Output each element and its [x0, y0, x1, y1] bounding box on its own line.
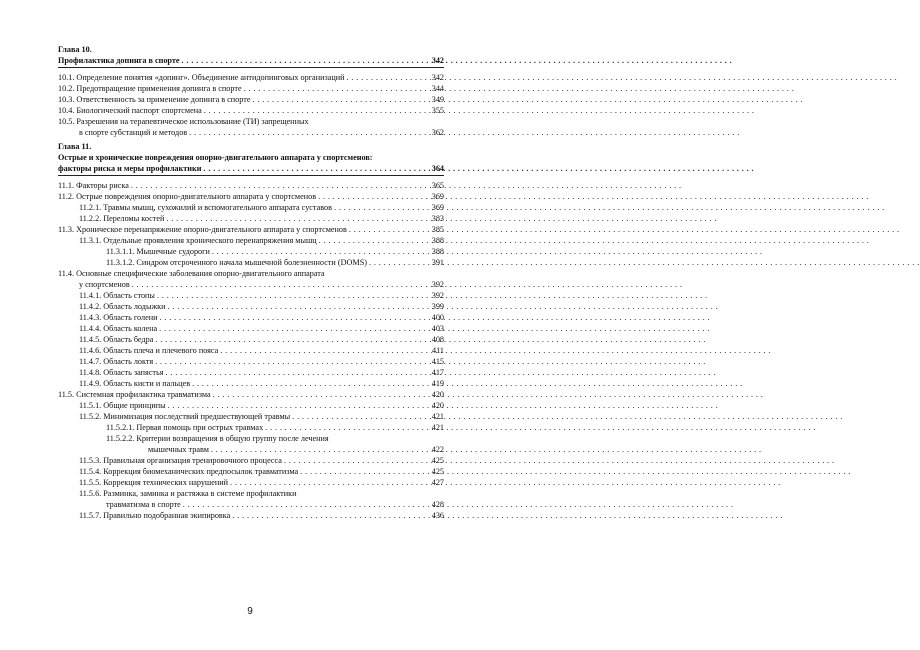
- entry-title: 11.4.8. Область запястья: [79, 368, 164, 377]
- leader-dots: [232, 510, 429, 521]
- page-ref: 422: [431, 445, 444, 454]
- page-ref: 365: [431, 181, 444, 190]
- page-ref: 342: [431, 56, 444, 65]
- toc-entry: [58, 191, 444, 202]
- page-ref: 349: [431, 95, 444, 104]
- toc-entry: [58, 127, 444, 138]
- leader-dots: [319, 235, 430, 246]
- entry-title: 11.2.1. Травмы мышц, сухожилий и вспомогательного аппарата суставов: [79, 203, 333, 212]
- page-ref: 344: [431, 84, 444, 93]
- chapter-title-line1: Острые и хронические повреждения опорно-двигательного аппарата у спортсменов:: [58, 153, 373, 162]
- entry-title: 11.4.2. Область лодыжки: [79, 302, 166, 311]
- entry-title: 11.4.7. Область локтя: [79, 357, 154, 366]
- entry-title: 11.5. Системная профилактика травматизма: [58, 390, 211, 399]
- chapter-title-entry: [58, 55, 444, 66]
- toc-entry: [58, 422, 444, 433]
- entry-title: 11.3.1.2. Синдром отсроченного начала мышечной болезненности (DOMS): [106, 258, 367, 267]
- leader-dots: [167, 301, 429, 312]
- leader-dots: [131, 180, 430, 191]
- entry-title: травматизма в спорте: [106, 500, 181, 509]
- toc-entry: [58, 400, 444, 411]
- page-ref: 388: [431, 236, 444, 245]
- leader-dots: [230, 477, 430, 488]
- leader-dots: [346, 72, 429, 83]
- page-ref: 420: [431, 390, 444, 399]
- entry-title: в спорте субстанций и методов: [79, 128, 188, 137]
- chapter-11: [58, 141, 444, 521]
- leader-dots: [349, 224, 430, 235]
- entry-title: 11.5.2. Минимизация последствий предшествующей травмы: [79, 412, 291, 421]
- divider: [58, 175, 444, 176]
- toc-entry: [58, 444, 444, 455]
- leader-dots: [157, 290, 430, 301]
- leader-dots: [168, 400, 430, 411]
- entry-title-line1: 10.5. Разрешения на терапевтическое использование (ТИ) запрещенных: [58, 117, 309, 126]
- entry-title: 11.3.1. Отдельные проявления хронического перенапряжения мышц: [79, 236, 317, 245]
- toc-entry: [58, 378, 444, 389]
- entry-title: 11.1. Факторы риска: [58, 181, 129, 190]
- page-ref: 400: [431, 313, 444, 322]
- leader-dots: [318, 191, 430, 202]
- chapter-10: [58, 44, 444, 138]
- toc-entry: [58, 246, 444, 257]
- entry-title: 11.2. Острые повреждения опорно-двигательного аппарата у спортсменов: [58, 192, 317, 201]
- page-number: 9: [247, 606, 253, 617]
- leader-dots: [192, 378, 430, 389]
- chapter-title-entry: [58, 163, 444, 174]
- toc-entry: [58, 257, 444, 268]
- entry-title: 11.5.7. Правильно подобранная экипировка: [79, 511, 231, 520]
- leader-dots: [203, 163, 429, 174]
- page-ref: 421: [431, 412, 444, 421]
- leader-dots: [244, 83, 430, 94]
- leader-dots: [334, 202, 430, 213]
- divider: [58, 67, 444, 68]
- page-ref: 399: [431, 302, 444, 311]
- toc-entry: [58, 411, 444, 422]
- page-ref: 421: [431, 423, 444, 432]
- leader-dots: [213, 389, 430, 400]
- leader-dots: [292, 411, 430, 422]
- page-ref: 342: [431, 73, 444, 82]
- page-ref: 419: [431, 379, 444, 388]
- leader-dots: [183, 499, 430, 510]
- page-ref: 436: [431, 511, 444, 520]
- toc-entry: [58, 323, 444, 334]
- toc-entry: [58, 235, 444, 246]
- leader-dots: [212, 246, 430, 257]
- entry-title-line1: 11.4. Основные специфические заболевания опорно-двигательного аппарата: [58, 269, 325, 278]
- entry-title: 11.3.1.1. Мышечные судороги: [106, 247, 210, 256]
- entry-title: 10.3. Ответственность за применение допинга в спорте: [58, 95, 251, 104]
- leader-dots: [211, 444, 430, 455]
- page-ref: 417: [431, 368, 444, 377]
- page-ref: 385: [431, 225, 444, 234]
- toc-entry: [58, 83, 444, 94]
- page-ref: 428: [431, 500, 444, 509]
- page-ref: 388: [431, 247, 444, 256]
- page-ref: 355: [431, 106, 444, 115]
- page-ref: 362: [431, 128, 444, 137]
- toc-entry: [58, 224, 444, 235]
- page-ref: 408: [431, 335, 444, 344]
- toc-entry: [58, 477, 444, 488]
- toc-entry: [58, 466, 444, 477]
- leader-dots: [166, 213, 429, 224]
- toc-entry: [58, 290, 444, 301]
- leader-dots: [155, 334, 429, 345]
- toc-entry: [58, 510, 444, 521]
- entry-title: 11.4.5. Область бедра: [79, 335, 154, 344]
- toc-entry: [58, 312, 444, 323]
- chapter-heading: Глава 11.: [58, 142, 92, 151]
- entry-title: мышечных травм: [148, 445, 209, 454]
- entry-title: 11.4.3. Область голени: [79, 313, 158, 322]
- toc-entry: [58, 94, 444, 105]
- entry-title: 11.3. Хроническое перенапряжение опорно-двигательного аппарата у спортсменов: [58, 225, 347, 234]
- leader-dots: [155, 356, 430, 367]
- page-ref: 383: [431, 214, 444, 223]
- entry-title: 11.5.2.1. Первая помощь при острых травмах: [106, 423, 264, 432]
- toc-entry: [58, 455, 444, 466]
- page-ref: 369: [431, 203, 444, 212]
- page-ref: 392: [431, 280, 444, 289]
- page-ref: 392: [431, 291, 444, 300]
- entry-title: 11.4.1. Область стопы: [79, 291, 155, 300]
- leader-dots: [159, 312, 429, 323]
- toc-entry: [58, 389, 444, 400]
- toc-entry: [58, 180, 444, 191]
- page-ref: 425: [431, 456, 444, 465]
- page-ref: 415: [431, 357, 444, 366]
- entry-title: 10.4. Биологический паспорт спортсмена: [58, 106, 202, 115]
- leader-dots: [265, 422, 430, 433]
- page-ref: 420: [431, 401, 444, 410]
- toc-entry: [58, 202, 444, 213]
- entry-title: 11.5.5. Коррекция технических нарушений: [79, 478, 229, 487]
- page-ref: 411: [432, 346, 444, 355]
- toc-entry: [58, 213, 444, 224]
- entry-title: 10.2. Предотвращение применения допинга в спорте: [58, 84, 242, 93]
- page-ref: 403: [431, 324, 444, 333]
- leader-dots: [220, 345, 430, 356]
- page-ref: 391: [431, 258, 444, 267]
- page-ref: 425: [431, 467, 444, 476]
- entry-title: 10.1. Определение понятия «допинг». Объединение антидопинговых организаций: [58, 73, 345, 82]
- leader-dots: [252, 94, 429, 105]
- leader-dots: [159, 323, 430, 334]
- entry-title: 11.4.9. Область кисти и пальцев: [79, 379, 191, 388]
- leader-dots: [300, 466, 430, 477]
- leader-dots: [132, 279, 430, 290]
- page-ref: 369: [431, 192, 444, 201]
- toc-entry: [58, 105, 444, 116]
- chapter-heading: Глава 10.: [58, 45, 92, 54]
- toc-entry: [58, 301, 444, 312]
- toc-entry: [58, 367, 444, 378]
- leader-dots: [204, 105, 430, 116]
- chapter-title: Профилактика допинга в спорте: [58, 56, 180, 65]
- entry-title: 11.4.4. Область колена: [79, 324, 158, 333]
- leader-dots: [369, 257, 430, 268]
- page-ref: 427: [431, 478, 444, 487]
- entry-title: 11.2.2. Переломы костей: [79, 214, 165, 223]
- toc-entry: [58, 345, 444, 356]
- page-ref: 364: [431, 164, 444, 173]
- toc-entry: [58, 72, 444, 83]
- toc-entry: [58, 279, 444, 290]
- entry-title-line1: 11.5.2.2. Критерии возвращения в общую группу после лечения: [106, 434, 329, 443]
- entry-title: 11.4.6. Область плеча и плечевого пояса: [79, 346, 219, 355]
- toc-entry: [58, 334, 444, 345]
- entry-title: 11.5.1. Общие принципы: [79, 401, 166, 410]
- leader-dots: [284, 455, 430, 466]
- table-of-contents: [58, 44, 444, 524]
- toc-entry: [58, 356, 444, 367]
- leader-dots: [182, 55, 430, 66]
- leader-dots: [165, 367, 429, 378]
- leader-dots: [189, 127, 430, 138]
- entry-title-line1: 11.5.6. Разминка, заминка и растяжка в системе профилактики: [79, 489, 297, 498]
- entry-title: 11.5.4. Коррекция биомеханических предпосылок травматизма: [79, 467, 299, 476]
- entry-title: у спортсменов: [79, 280, 130, 289]
- chapter-title: факторы риска и меры профилактики: [58, 164, 202, 173]
- entry-title: 11.5.3. Правильная организация тренировочного процесса: [79, 456, 282, 465]
- toc-entry: [58, 499, 444, 510]
